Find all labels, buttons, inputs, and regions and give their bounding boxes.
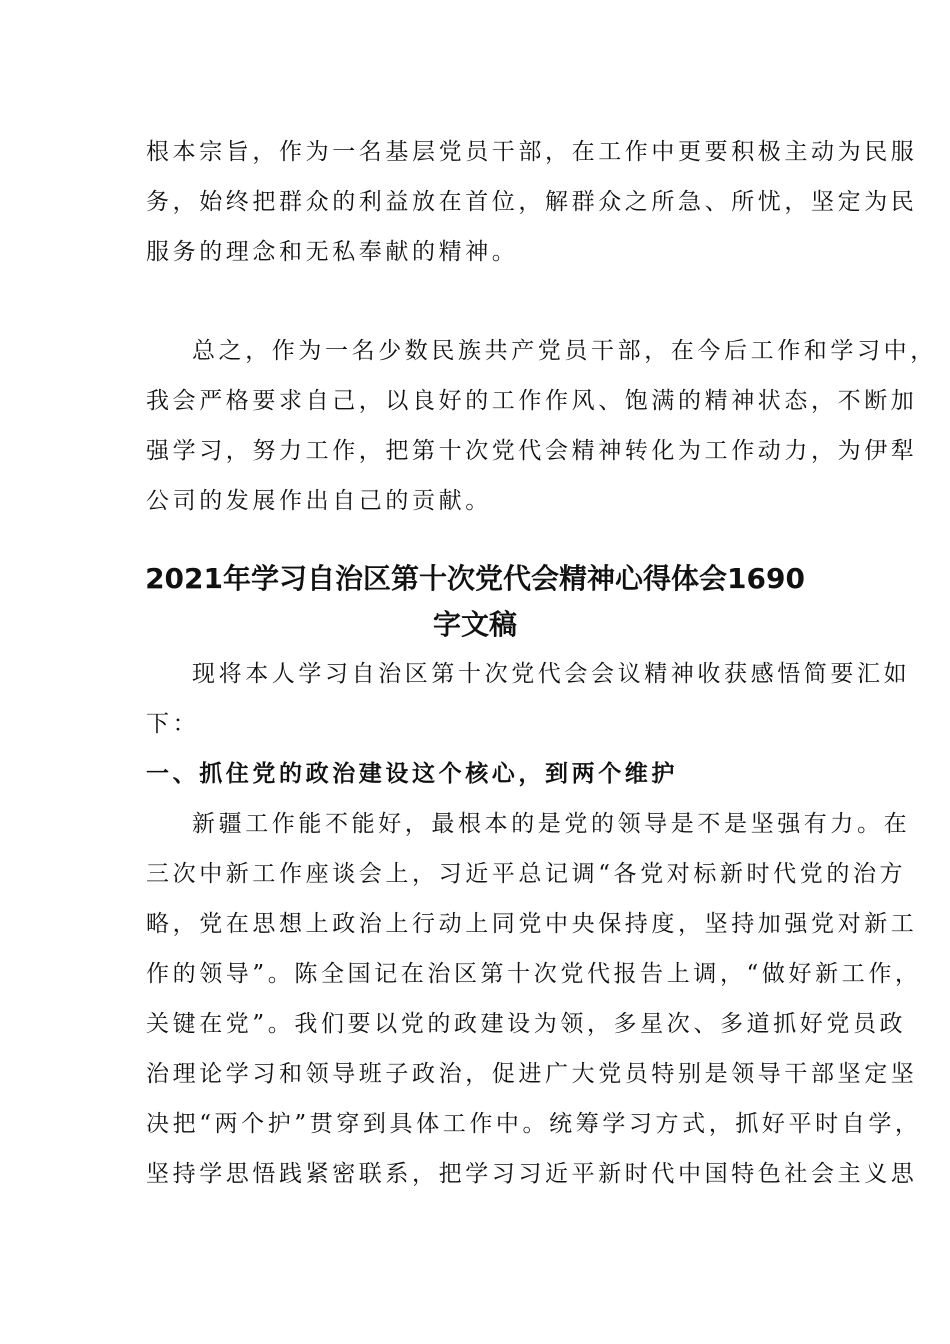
text-line: 现将本人学习自治区第十次党代会会议精神收获感悟简要汇如 — [192, 661, 911, 687]
text-line: 作的领导”。陈全国记在治区第十次党代报告上调，“做好新工作， — [146, 961, 922, 987]
paragraph-2 — [146, 326, 937, 526]
text-line: 关键在党”。我们要以党的政建设为领，多星次、多道抓好党员政 — [146, 1011, 907, 1037]
text-line: 决把“两个护”贯穿到具体工作中。统筹学习方式，抓好平时自学， — [146, 1111, 922, 1137]
text-line: 治理论学习和领导班子政治，促进广大党员特别是领导干部坚定坚 — [146, 1061, 918, 1087]
text-line: 务，始终把群众的利益放在首位，解群众之所急、所忧，坚定为民 — [146, 189, 918, 215]
text-line: 公司的发展作出自己的贡献。 — [146, 488, 492, 514]
text-line: 三次中新工作座谈会上，习近平总记调“各党对标新时代党的治方 — [146, 861, 907, 887]
section-1 — [146, 749, 922, 1199]
text-line: 服务的理念和无私奉献的精神。 — [146, 239, 519, 265]
section-heading: 一、抓住党的政治建设这个核心，到两个维护 — [146, 760, 678, 787]
text-line: 新疆工作能不能好，最根本的是党的领导是不是坚强有力。在 — [192, 811, 911, 837]
text-line: 强学习，努力工作，把第十次党代会精神转化为工作动力，为伊犁 — [146, 438, 918, 464]
text-line: 我会严格要求自己，以良好的工作作风、饱满的精神状态，不断加 — [146, 388, 918, 414]
title-line: 2021年学习自治区第十次党代会精神心得体会1690 — [145, 562, 805, 595]
text-line: 略，党在思想上政治上行动上同党中央保持度，坚持加强党对新工 — [146, 911, 918, 937]
document-title — [120, 556, 830, 648]
text-line: 坚持学思悟践紧密联系，把学习习近平新时代中国特色社会主义思 — [146, 1161, 918, 1187]
text-line: 总之，作为一名少数民族共产党员干部，在今后工作和学习中， — [192, 338, 937, 364]
text-line: 根本宗旨，作为一名基层党员干部，在工作中更要积极主动为民服 — [146, 139, 918, 165]
intro-paragraph — [146, 649, 911, 749]
text-line: 下： — [146, 711, 200, 737]
title-line: 字文稿 — [432, 608, 517, 641]
paragraph-1 — [146, 127, 918, 277]
